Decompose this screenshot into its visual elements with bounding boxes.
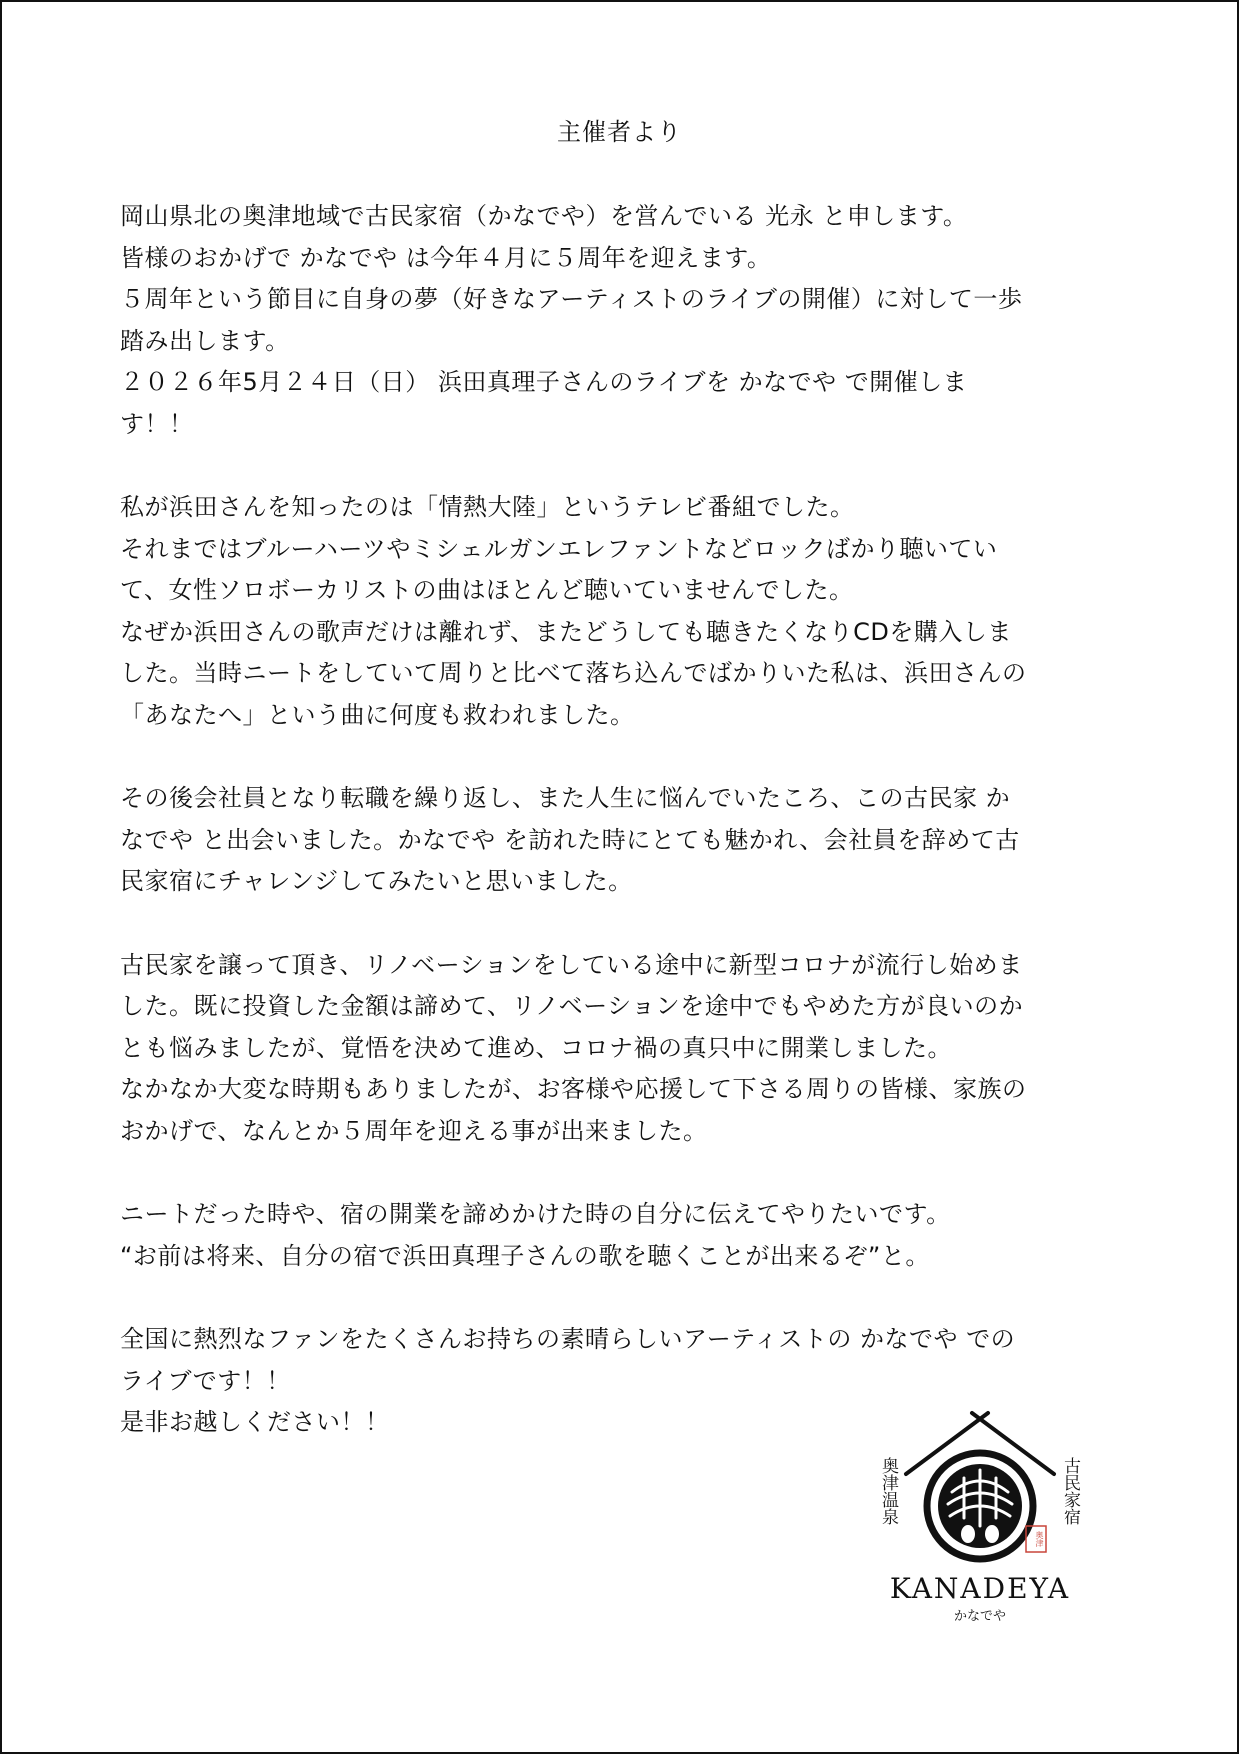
- text-line: とも悩みましたが、覚悟を決めて進め、コロナ禍の真只中に開業しました。: [120, 1033, 953, 1062]
- document-body: [120, 196, 1120, 1486]
- document-title: 主催者より: [557, 118, 682, 146]
- text-line: す！！: [120, 409, 194, 438]
- logo-seal-text: 奥津: [1035, 1531, 1044, 1547]
- text-line: ５周年という節目に自身の夢（好きなアーティストのライブの開催）に対して一歩: [120, 285, 1023, 313]
- logo-onsen-label: 奥津温泉: [878, 1457, 898, 1525]
- paragraph-meeting-artist: [120, 487, 1120, 736]
- text-line: した。既に投資した金額は諦めて、リノベーションを途中でもやめた方が良いのか: [120, 992, 1024, 1020]
- logo-kominka-label: 古民家宿: [1060, 1457, 1080, 1525]
- text-line: それまではブルーハーツやミシェルガンエレファントなどロックばかり聴いてい: [120, 534, 998, 563]
- text-line: 古民家を譲って頂き、リノベーションをしている途中に新型コロナが流行し始めま: [120, 950, 1023, 979]
- logo-kana: かなでや: [953, 1609, 1006, 1624]
- text-line: 全国に熱烈なファンをたくさんお持ちの素晴らしいアーティストの かなでや での: [120, 1325, 1016, 1353]
- text-line: なでや と出会いました。かなでや を訪れた時にとても魅かれ、会社員を辞めて古: [120, 825, 1020, 854]
- text-line: “お前は将来、自分の宿で浜田真理子さんの歌を聴くことが出来るぞ”と。: [120, 1241, 930, 1270]
- text-line: 是非お越しください！！: [120, 1408, 390, 1436]
- paragraph-renovation: [120, 945, 1120, 1153]
- text-line: て、女性ソロボーカリストの曲はほとんど聴いていませんでした。: [120, 576, 854, 604]
- text-line: おかげで、なんとか５周年を迎える事が出来ました。: [120, 1116, 708, 1145]
- text-line: なかなか大変な時期もありましたが、お客様や応援して下さる周りの皆様、家族の: [120, 1075, 1027, 1103]
- text-line: 「あなたへ」という曲に何度も救われました。: [120, 700, 635, 729]
- kanadeya-logo: [860, 1408, 1100, 1638]
- text-line: なぜか浜田さんの歌声だけは離れず、またどうしても聴きたくなりCDを購入しま: [120, 617, 1012, 646]
- text-line: その後会社員となり転職を繰り返し、また人生に悩んでいたころ、この古民家 か: [120, 784, 1011, 812]
- logo-wordmark: KANADEYA: [889, 1572, 1071, 1605]
- paragraph-message-to-self: [120, 1194, 1120, 1277]
- text-line: 民家宿にチャレンジしてみたいと思いました。: [120, 867, 633, 895]
- text-line: ２０２６年5月２４日（日） 浜田真理子さんのライブを かなでや で開催しま: [120, 368, 968, 396]
- text-line: ニートだった時や、宿の開業を諦めかけた時の自分に伝えてやりたいです。: [120, 1200, 951, 1228]
- text-line: 岡山県北の奥津地域で古民家宿（かなでや）を営んでいる 光永 と申します。: [120, 202, 968, 230]
- text-line: 私が浜田さんを知ったのは「情熱大陸」というテレビ番組でした。: [120, 493, 855, 521]
- paragraph-career: [120, 778, 1120, 903]
- text-line: ライブです！！: [120, 1366, 291, 1395]
- paragraph-intro: [120, 196, 1120, 445]
- text-line: 皆様のおかげで かなでや は今年４月に５周年を迎えます。: [120, 243, 772, 272]
- text-line: した。当時ニートをしていて周りと比べて落ち込んでばかりいた私は、浜田さんの: [120, 659, 1027, 687]
- text-line: 踏み出します。: [120, 326, 290, 355]
